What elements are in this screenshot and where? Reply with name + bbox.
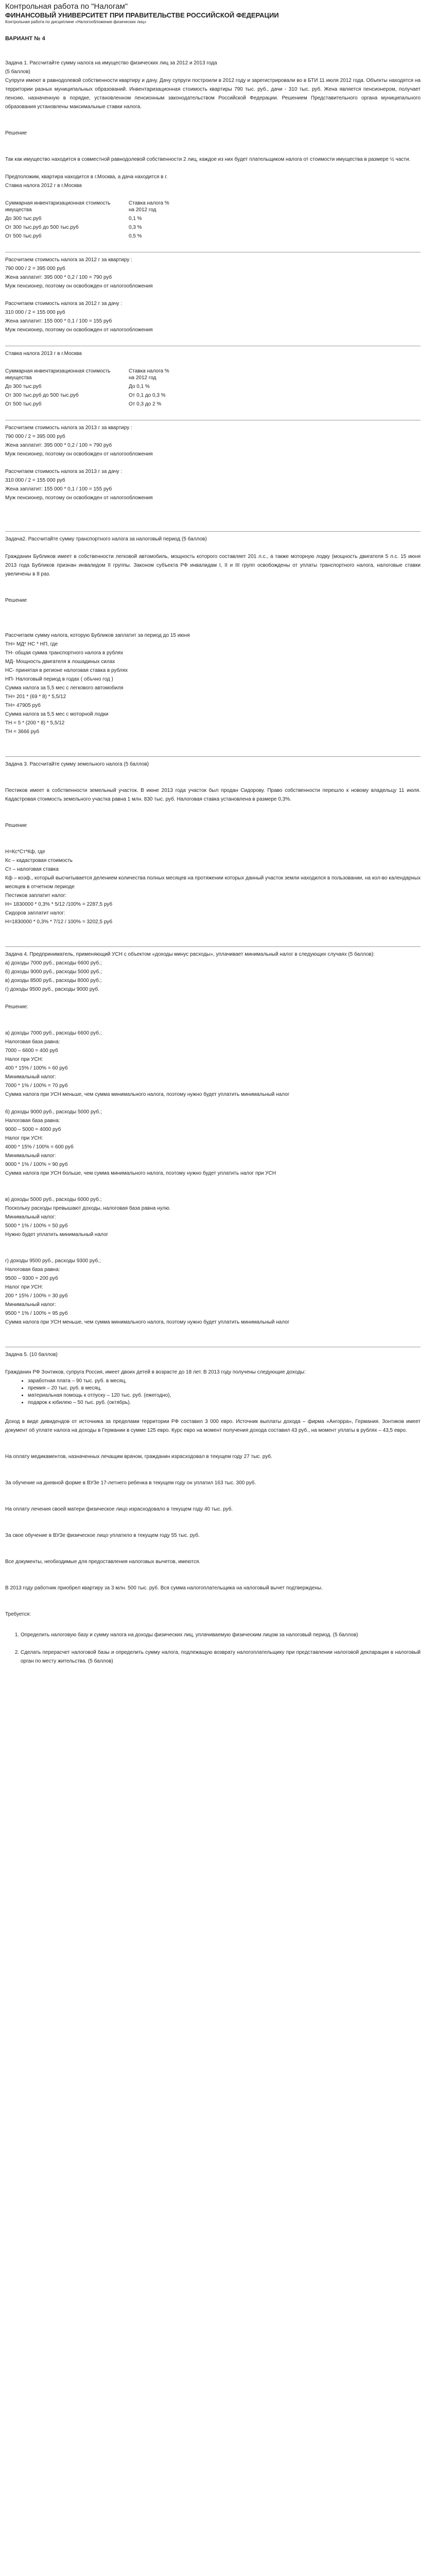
calc-line: 790 000 / 2 = 395 000 руб	[5, 434, 65, 439]
calc-line: 7000 – 6600 = 400 руб	[5, 1048, 58, 1054]
task-2-solution-label: Решение	[5, 598, 27, 603]
table-cell: От 500 тыс.руб	[5, 233, 42, 239]
task-4-title: Задача 4. Предприниматель, применяющий УСН с объектом «доходы минус расходы», уплачивает минимальный налог в следующих случаях (5 баллов):	[5, 952, 375, 957]
list-item: 1. Определить налоговую базу и сумму налога на доходы физических лиц, уплачиваемую физическим лицом за налоговый период. (5 баллов)	[21, 1631, 421, 1639]
task-1-title: Задача 1. Рассчитайте сумму налога на имущество физических лиц за 2012 и 2013 года	[5, 60, 217, 66]
divider	[5, 946, 421, 947]
calc-line: Минимальный налог:	[5, 1214, 56, 1220]
calc-line: Муж пенсионер, поэтому он освобожден от налогообложения	[5, 283, 153, 289]
task-2	[5, 535, 421, 736]
requirements-list	[5, 1631, 421, 1666]
table-cell: От 0,3 до 2 %	[129, 401, 162, 407]
calc-line: Рассчитаем стоимость налога за 2012 г за дачу :	[5, 301, 123, 307]
table-head-cell: Ставка налога % на 2012 год	[129, 368, 169, 381]
calc-line: Налоговая база равна:	[5, 1118, 60, 1124]
calc-line: Пестиков заплатит налог:	[5, 893, 67, 899]
calc-line: Кф – коэф., который высчитывается делением количества полных месяцев на протяжении которых данный участок земли находился в пользовании, на кол-во календарных месяцев в отчетном периоде	[5, 875, 421, 890]
calc-line: Жена заплатит: 155 000 * 0,1 / 100 = 155 руб	[5, 318, 112, 324]
divider	[5, 531, 421, 532]
list-item: • подарок к юбилею – 50 тыс. руб. (октябрь).	[28, 1399, 421, 1406]
list-item: 2. Сделать перерасчет налоговой базы и определить сумму налога, подлежащую возврату налогоплательщику при представлении налоговой декларации в налоговый орган по месту жительства. (5 баллов)	[21, 1648, 421, 1666]
table-row	[5, 400, 175, 409]
task-1-solution-label: Решение	[5, 130, 27, 136]
table-row	[5, 391, 175, 400]
task-3	[5, 760, 421, 926]
calc-line: б) доходы 9000 руб., расходы 5000 руб.;	[5, 1109, 102, 1115]
task-5-paragraph: За свое обучение в ВУЗе физическое лицо уплатило в текущем году 55 тыс. руб.	[5, 1533, 200, 1538]
calc-line: ТН = 5 * (200 * 8) * 5,5/12	[5, 720, 65, 726]
task-4	[5, 950, 421, 1327]
calc-line: 7000 * 1% / 100% = 70 руб	[5, 1083, 68, 1089]
calc-line: Сумма налога при УСН меньше, чем сумма минимального налога, поэтому нужно будет уплатить минимальный налог	[5, 1319, 290, 1325]
task-4-solution-label: Решение:	[5, 1004, 28, 1010]
rates-2013-title: Ставка налога 2013 г в г.Москва	[5, 351, 82, 357]
document-title: Контрольная работа по "Налогам"	[5, 2, 128, 11]
table-row	[5, 232, 175, 241]
calc-line: Минимальный налог:	[5, 1302, 56, 1308]
calc-line: ТН= 47905 руб	[5, 703, 41, 708]
calc-line: Минимальный налог:	[5, 1074, 56, 1080]
calc-line: г) доходы 9500 руб., расходы 9300 руб.;	[5, 1258, 101, 1264]
calc-line: Муж пенсионер, поэтому он освобожден от налогообложения	[5, 451, 153, 457]
calc-line: Н=Кс*Ст*Кф, где	[5, 849, 45, 855]
calc-line: Рассчитаем сумму налога, которую Бубликов заплатит за период до 15 июня	[5, 633, 190, 638]
list-item: • премия – 20 тыс. руб. в месяц,	[28, 1385, 421, 1392]
calc-line: Налог при УСН:	[5, 1136, 43, 1141]
task-3-condition: Пестиков имеет в собственности земельный участок. В июне 2013 года участок был продан Сидорову. Право собственности перешло к новому владельцу 11 июля. Кадастровая стоимость земельного участка равна 1 млн. 830 тыс. руб. Налоговая ставка установлена в размере 0,3%.	[5, 788, 421, 802]
calc-line: в) доходы 5000 руб., расходы 6000 руб.;	[5, 1197, 102, 1202]
task-5-require-label: Требуется:	[5, 1612, 31, 1617]
calc-line: Налог при УСН:	[5, 1057, 43, 1062]
calc-line: Налоговая база равна:	[5, 1039, 60, 1045]
calc-line: 9000 – 5000 = 4000 руб	[5, 1127, 61, 1132]
calc-line: МД- Мощность двигателя в лошадиных силах	[5, 659, 115, 665]
calc-line: Рассчитаем стоимость налога за 2013 г за дачу :	[5, 469, 123, 474]
case-line: б) доходы 9000 руб., расходы 5000 руб.;	[5, 969, 102, 975]
table-cell: До 300 тыс.руб	[5, 384, 42, 389]
task-5-paragraph: На оплату медикаментов, назначенных лечащим врачом, гражданин израсходовал в текущем году 27 тыс. руб.	[5, 1454, 272, 1460]
list-item: • материальная помощь к отпуску – 120 тыс. руб. (ежегодно),	[28, 1392, 421, 1399]
calc-line: а) доходы 7000 руб., расходы 6600 руб.;	[5, 1030, 102, 1036]
calc-line: ТН = 3666 руб	[5, 729, 40, 735]
table-cell: 0,3 %	[129, 225, 142, 230]
calc-line: НП- Налоговый период в годах ( объчно год )	[5, 676, 113, 682]
calc-line: Н= 1830000 * 0,3% * 5/12 /100% = 2287,5 руб	[5, 902, 113, 907]
calc-line: Муж пенсионер, поэтому он освобожден от налогообложения	[5, 327, 153, 333]
task-5-paragraph: В 2013 году работник приобрел квартиру за 3 млн. 500 тыс. руб. Вся сумма налогоплательщика на налоговый вычет подтверждены.	[5, 1585, 323, 1591]
divider	[5, 756, 421, 757]
calc-line: Рассчитаем стоимость налога за 2013 г за квартиру :	[5, 425, 132, 431]
calc-line: 310 000 / 2 = 155 000 руб	[5, 310, 65, 315]
task-1-intro: Так как имущество находится в совместной равнодолевой собственности 2 лиц, каждое из них будет плательщиком налога от стоимости имущества в размере ½ части.	[5, 157, 411, 162]
task-1	[5, 59, 421, 502]
list-item: • заработная плата – 90 тыс. руб. в месяц,	[28, 1378, 421, 1385]
table-cell: От 300 тыс.руб до 500 тыс.руб	[5, 225, 79, 230]
calc-line: 400 * 15% / 100% = 60 руб	[5, 1065, 68, 1071]
task-1-points: (5 баллов)	[5, 69, 30, 75]
calc-line: Муж пенсионер, поэтому он освобожден от налогообложения	[5, 495, 153, 501]
calc-line: 9500 * 1% / 100% = 95 руб	[5, 1311, 68, 1316]
income-list	[5, 1378, 421, 1406]
task-5-paragraph: Все документы, необходимые для предоставления налоговых вычетов, имеются.	[5, 1559, 201, 1565]
task-1-condition: Супруги имеют в равнодолевой собственности квартиру и дачу. Дачу супруги построили в 2012 году и зарегистрировали во в БТИ 11 июля 2012 года. Объекты находятся на территории разных муниципальных образований. Инвентаризационная стоимость квартиры 790 тыс. руб., дачи - 310 тыс. руб. Жена является пенсионером, получает пенсию, назначенную в порядке, установленном пенсионным законодательством Российской Федерации. Решением Представительного органа муниципального образования установлены максимальные ставки налога.	[5, 78, 421, 110]
calc-line: Кс – кадастровая стоимость	[5, 858, 73, 863]
calc-line: 9000 * 1% / 100% = 90 руб	[5, 1162, 68, 1167]
calc-line: Жена заплатит: 395 000 * 0,2 / 100 = 790 руб	[5, 443, 112, 448]
calc-line: Налог при УСН:	[5, 1284, 43, 1290]
table-head-cell: Суммарная инвентаризационная стоимость имущества	[5, 368, 111, 381]
rates-2012-table	[5, 199, 175, 241]
task-2-condition: Гражданин Бубликов имеет в собственности легковой автомобиль, мощность которого составляет 201 л.с., а также моторную лодку (мощность двигателя 5 л.с. 15 июня 2013 года Бубликов признан инвалидом II группы. Законом субъекта РФ инвалидам I, II и III групп освобождены от уплаты транспортного налога, налоговые ставки увеличены в 8 раз.	[5, 554, 421, 577]
case-line: г) доходы 9500 руб., расходы 9000 руб.	[5, 987, 99, 992]
table-cell: От 500 тыс.руб	[5, 401, 42, 407]
calc-line: ТН= 201 * (69 * 8) * 5,5/12	[5, 694, 66, 700]
table-row	[5, 367, 175, 382]
task-5-condition: Гражданин РФ Зонтиков, супруга Россия, имеет двоих детей в возрасте до 18 лет. В 2013 году получены следующие доходы:	[5, 1369, 306, 1375]
table-cell: 0,5 %	[129, 233, 142, 239]
task-2-title: Задача2. Рассчитайте сумму транспортного налога за налоговый период (5 баллов)	[5, 536, 207, 542]
calc-line: ТН- общая сумма транспортного налога в рублях	[5, 650, 124, 656]
calc-line: НС- принятая в регионе налоговая ставка в рублях	[5, 668, 128, 673]
task-5-paragraph: На оплату лечения своей матери физическое лицо израсходовало в текущем году 40 тыс. руб.	[5, 1506, 233, 1512]
calc-line: 9500 – 9300 = 200 руб	[5, 1276, 58, 1281]
case-line: а) доходы 7000 руб., расходы 6600 руб.;	[5, 960, 102, 966]
calc-line: Жена заплатит: 395 000 * 0,2 / 100 = 790 руб	[5, 275, 112, 280]
table-cell: От 300 тыс.руб до 500 тыс.руб	[5, 393, 79, 398]
calc-line: Сумма налога при УСН меньше, чем сумма минимального налога, поэтому нужно будет уплатить минимальный налог	[5, 1092, 290, 1097]
calc-line: Н=1830000 * 0,3% * 7/12 / 100% = 3202,5 руб	[5, 919, 113, 925]
calc-line: Сумма налога за 5,5 мес с моторной лодки	[5, 711, 109, 717]
task-5	[5, 1350, 421, 1666]
calc-line: Поскольку расходы превышают доходы, налоговая база равна нулю.	[5, 1206, 171, 1211]
calc-line: 5000 * 1% / 100% = 50 руб	[5, 1223, 68, 1229]
calc-line: 790 000 / 2 = 395 000 руб	[5, 266, 65, 272]
university-name: ФИНАНСОВЫЙ УНИВЕРСИТЕТ ПРИ ПРАВИТЕЛЬСТВЕ РОССИЙСКОЙ ФЕДЕРАЦИИ	[5, 11, 279, 19]
table-row	[5, 214, 175, 223]
rates-2013-table	[5, 367, 175, 409]
calc-line: Минимальный налог:	[5, 1153, 56, 1159]
rates-2012-title: Ставка налога 2012 г в г.Москва	[5, 183, 82, 189]
calc-line: ТН= МД* НС * НП, где	[5, 641, 58, 647]
task-1-assume: Предположим, квартира находится в г.Москва, а дача находится в г.	[5, 174, 168, 180]
table-cell: 0,1 %	[129, 216, 142, 222]
table-row	[5, 199, 175, 214]
table-row	[5, 223, 175, 232]
calc-line: Рассчитаем стоимость налога за 2012 г за квартиру :	[5, 257, 132, 263]
calc-line: 200 * 15% / 100% = 30 руб	[5, 1293, 68, 1299]
table-cell: От 0,1 до 0,3 %	[129, 393, 166, 398]
task-5-paragraph: За обучение на дневной форме в ВУЗе 17-летнего ребенка в текущем году он уплатил 163 тыс. 300 руб.	[5, 1480, 256, 1486]
task-3-title: Задача 3. Рассчитайте сумму земельного налога (5 баллов)	[5, 761, 149, 767]
table-head-cell: Ставка налога % на 2012 год	[129, 200, 169, 213]
task-3-solution-label: Решение	[5, 823, 27, 828]
calc-line: 310 000 / 2 = 155 000 руб	[5, 478, 65, 483]
task-5-title: Задача 5. (10 баллов)	[5, 1352, 58, 1358]
calc-line: Ст – налоговая ставка	[5, 867, 59, 872]
table-cell: До 0,1 %	[129, 384, 150, 389]
calc-line: Жена заплатит: 155 000 * 0,1 / 100 = 155 руб	[5, 486, 112, 492]
case-line: в) доходы 8500 руб., расходы 8000 руб.;	[5, 978, 102, 984]
calc-line: Сидоров заплатит налог:	[5, 910, 65, 916]
calc-line: Сумма налога за 5,5 мес с легкового автомобиля	[5, 685, 124, 691]
variant-number: ВАРИАНТ № 4	[5, 36, 45, 42]
calc-line: Налоговая база равна:	[5, 1267, 60, 1273]
table-row	[5, 382, 175, 391]
document-subtitle: Контрольная работа по дисциплине «Налогообложение физических лиц»	[5, 20, 147, 24]
task-5-paragraph: Доход в виде дивидендов от источника за пределами территории РФ составил 3 000 евро. Источник выплаты дохода – фирма «Ангорра», Германия. Зонтиков имеет документ об уплате налога на доходы в Германии в сумме 125 евро. Курс евро на момент получения дохода составил 43 руб., на момент уплаты в рублях – 43,5 евро.	[5, 1419, 421, 1433]
table-cell: До 300 тыс.руб	[5, 216, 42, 222]
calc-line: Сумма налога при УСН больше, чем сумма минимального налога, поэтому нужно будет уплатить налог при УСН	[5, 1171, 276, 1176]
calc-line: Нужно будет уплатить минимальный налог	[5, 1232, 109, 1238]
table-head-cell: Суммарная инвентаризационная стоимость имущества	[5, 200, 111, 213]
calc-line: 4000 * 15% / 100% = 600 руб	[5, 1144, 74, 1150]
